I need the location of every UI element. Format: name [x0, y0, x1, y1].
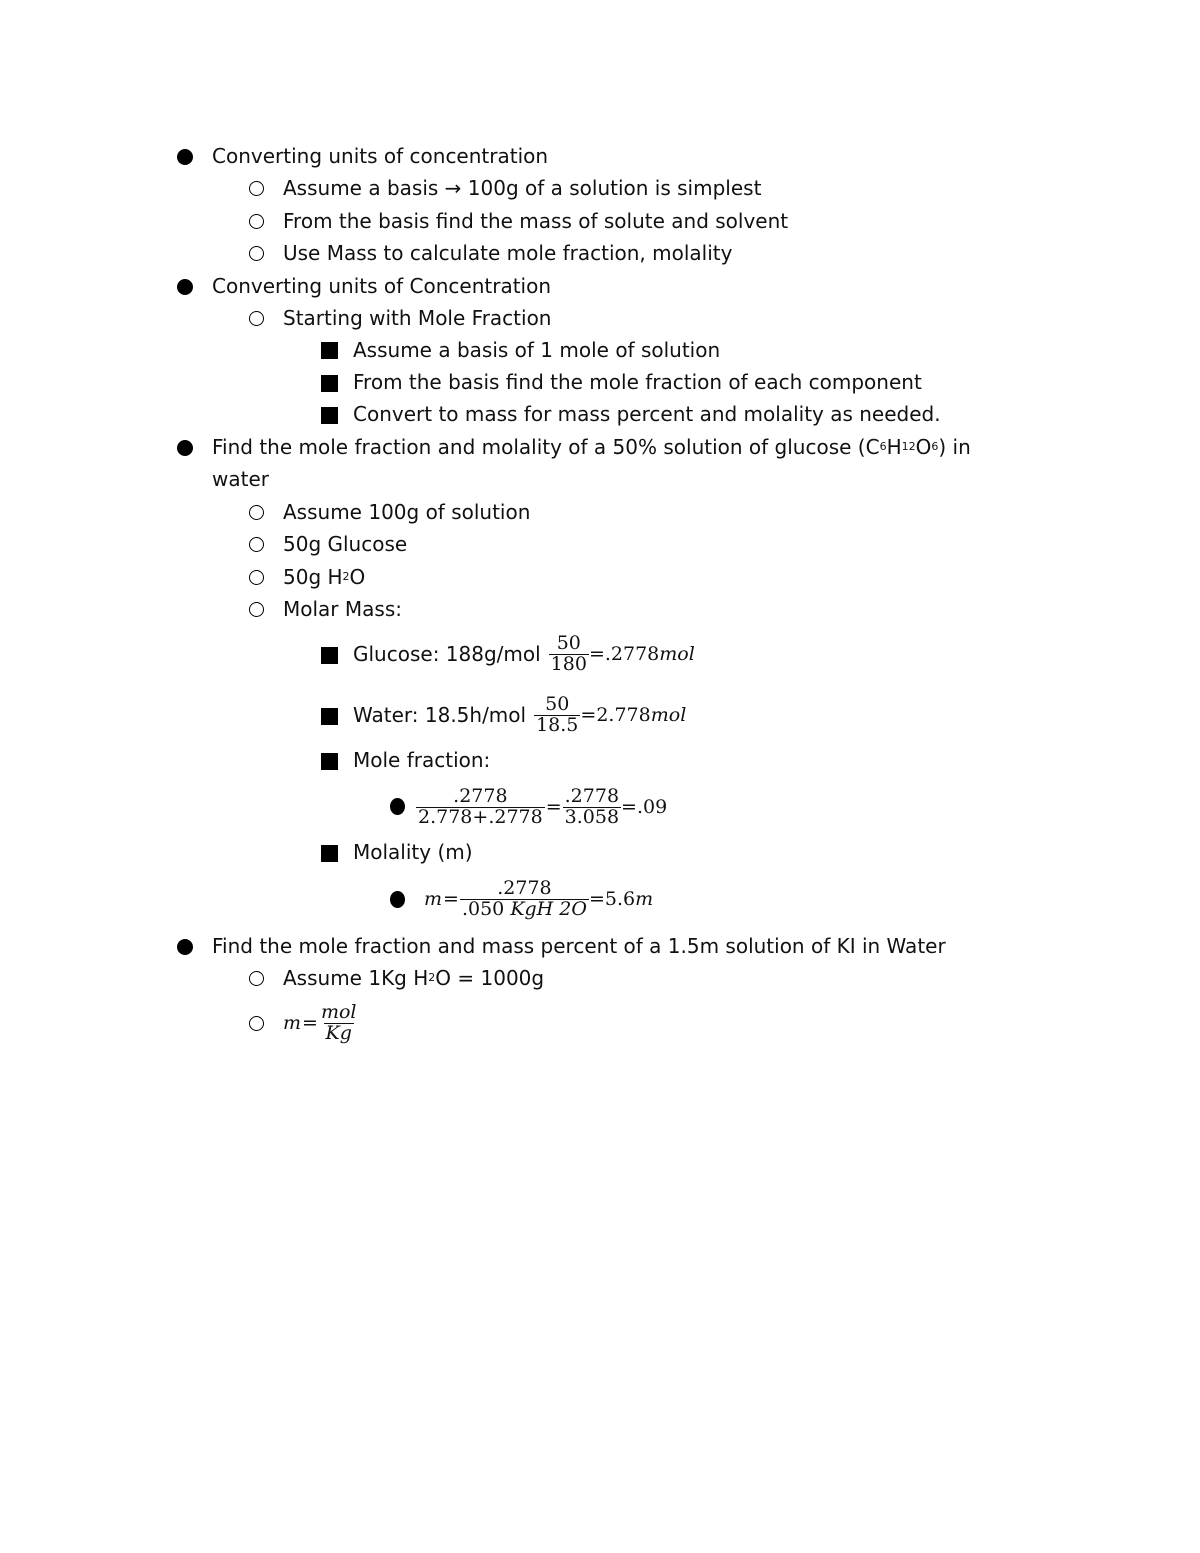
- circle-bullet: [249, 181, 264, 196]
- item-text: H: [886, 435, 902, 459]
- result: =2.778: [580, 704, 651, 726]
- numerator: .2778: [497, 876, 552, 899]
- circle-bullet: [249, 505, 264, 520]
- item-text: Convert to mass for mass percent and molality as needed.: [353, 402, 941, 426]
- fraction: [534, 692, 580, 736]
- list-item: Assume 1Kg H 2 O = 1000g: [283, 966, 545, 990]
- equals: =: [545, 796, 562, 818]
- item-text: 50g Glucose: [283, 532, 408, 556]
- result: =.2778: [588, 643, 660, 665]
- disc-bullet: [177, 279, 193, 295]
- circle-bullet: [249, 602, 264, 617]
- equation: [283, 1000, 359, 1044]
- item-text: O: [915, 435, 932, 459]
- list-item: [353, 625, 695, 683]
- list-item: [353, 837, 473, 867]
- numerator: .2778: [453, 784, 508, 807]
- square-bullet: [321, 845, 338, 862]
- disc-bullet: [177, 440, 193, 456]
- disc-bullet: [390, 891, 405, 908]
- item-text: Glucose: 188g/mol: [353, 642, 541, 666]
- list-item: [353, 367, 922, 397]
- equation: [534, 692, 687, 736]
- fraction: [563, 784, 621, 828]
- result: =.09: [621, 796, 668, 818]
- denominator: 2.778+.2778: [418, 805, 543, 828]
- item-text: ) in: [938, 435, 971, 459]
- item-text: Converting units of Concentration: [212, 274, 552, 298]
- disc-bullet: [390, 798, 405, 815]
- disc-bullet: [177, 939, 193, 955]
- item-text: water: [212, 467, 269, 491]
- fraction: [416, 784, 545, 828]
- unit: mol: [650, 704, 687, 726]
- square-bullet: [321, 753, 338, 770]
- fraction: [549, 631, 589, 675]
- circle-bullet: [249, 246, 264, 261]
- unit: m: [635, 888, 654, 910]
- numerator: 50: [556, 631, 581, 654]
- numerator: .2778: [564, 784, 620, 807]
- list-item: [283, 173, 761, 203]
- circle-bullet: [249, 971, 264, 986]
- equation: [549, 631, 695, 675]
- list-item: [212, 931, 946, 961]
- list-item: [212, 271, 551, 301]
- variable: m: [424, 888, 443, 910]
- result: =5.6: [588, 888, 636, 910]
- denominator-unit: KgH: [510, 897, 554, 920]
- circle-bullet: [249, 1016, 264, 1031]
- list-item: [283, 303, 551, 333]
- list-item: [283, 497, 530, 527]
- denominator-unit: 2O: [559, 897, 587, 920]
- item-text: O: [349, 565, 366, 589]
- equals: =: [302, 1012, 318, 1034]
- item-text: 50g H: [283, 565, 343, 589]
- square-bullet: [321, 375, 338, 392]
- circle-bullet: [249, 570, 264, 585]
- list-item: [353, 745, 490, 775]
- circle-bullet: [249, 537, 264, 552]
- item-text: Find the mole fraction and molality of a 50% solution of glucose (C: [212, 435, 880, 459]
- list-item: [283, 206, 788, 236]
- denominator: 18.5: [536, 713, 579, 736]
- list-item: 50g H 2 O: [283, 565, 366, 589]
- item-text: Water: 18.5h/mol: [353, 703, 527, 727]
- list-item: [416, 870, 653, 928]
- item-text: Assume a basis → 100g of a solution is simplest: [283, 176, 762, 200]
- item-text: Use Mass to calculate mole fraction, molality: [283, 241, 733, 265]
- item-text: Assume a basis of 1 mole of solution: [353, 338, 721, 362]
- numerator: 50: [545, 692, 570, 715]
- item-text: O = 1000g: [435, 966, 545, 990]
- equals: =: [443, 888, 459, 910]
- item-text: Mole fraction:: [353, 748, 491, 772]
- item-text: From the basis find the mole fraction of each component: [353, 370, 922, 394]
- square-bullet: [321, 407, 338, 424]
- item-text: Converting units of concentration: [212, 144, 549, 168]
- equation: [424, 876, 654, 920]
- unit: mol: [659, 643, 695, 665]
- list-item: Find the mole fraction and molality of a 50% solution of glucose (C 6 H 12 O 6 ) in: [212, 435, 971, 459]
- denominator: 180: [550, 652, 587, 675]
- denominator: Kg: [325, 1021, 352, 1044]
- circle-bullet: [249, 311, 264, 326]
- item-text: Molality (m): [353, 840, 473, 864]
- list-item: [353, 335, 720, 365]
- list-item: [283, 238, 732, 268]
- item-text: From the basis find the mass of solute and solvent: [283, 209, 789, 233]
- list-item: [283, 594, 402, 624]
- variable: m: [283, 1012, 302, 1034]
- fraction: [460, 876, 589, 920]
- list-item: [416, 778, 667, 836]
- list-item: [212, 141, 548, 171]
- item-text: Find the mole fraction and mass percent of a 1.5m solution of KI in Water: [212, 934, 946, 958]
- disc-bullet: [177, 149, 193, 165]
- list-item: [353, 686, 686, 744]
- numerator: mol: [320, 1000, 357, 1023]
- circle-bullet: [249, 214, 264, 229]
- item-text: Assume 100g of solution: [283, 500, 531, 524]
- square-bullet: [321, 708, 338, 725]
- denominator: [460, 899, 589, 920]
- list-item: [353, 399, 941, 429]
- square-bullet: [321, 342, 338, 359]
- square-bullet: [321, 647, 338, 664]
- denominator: 3.058: [564, 805, 620, 828]
- list-item: [283, 529, 407, 559]
- item-text: Molar Mass:: [283, 597, 402, 621]
- item-text: Starting with Mole Fraction: [283, 306, 552, 330]
- list-item-continuation: [212, 464, 269, 494]
- list-item: [283, 994, 359, 1052]
- equation: [416, 784, 668, 828]
- denominator-value: .050: [461, 897, 505, 920]
- fraction: [319, 1000, 359, 1044]
- item-text: Assume 1Kg H: [283, 966, 429, 990]
